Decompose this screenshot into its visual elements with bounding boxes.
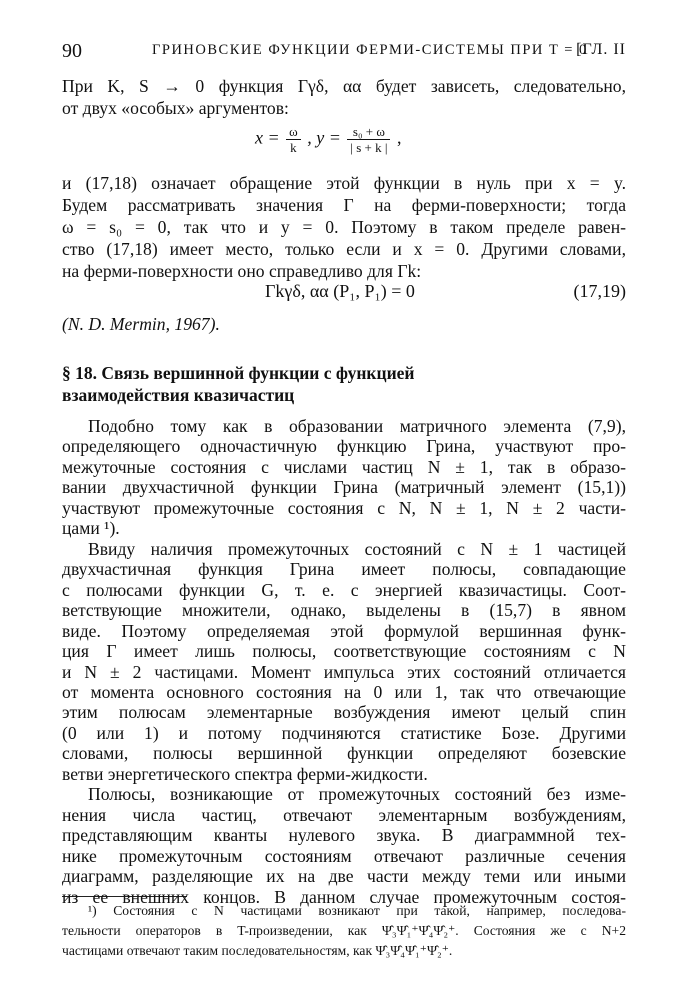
formula-x-lhs: x = <box>255 127 280 148</box>
footnote-line: ¹) Состояния с N частицами возникают при такой, например, последова- <box>88 903 626 918</box>
text-line: Подобно тому как в образовании матричного элемента (7,9), <box>88 416 626 436</box>
fraction-y-numerator: s₀ + ω <box>347 124 390 140</box>
text-line: нения числа частиц, отвечают элементарным возбуждениям, <box>62 804 626 825</box>
section-heading-line2: взаимодействия квазичастиц <box>62 385 295 405</box>
text-line: на ферми-поверхности оно справедливо для Γk: <box>62 261 422 281</box>
text-line: и N ± 2 частицами. Момент импульса этих состояний отличается <box>62 661 626 682</box>
chapter-marker: [ГЛ. II <box>576 41 626 58</box>
text-line: с полюсами функции G, т. е. с энергией квазичастицы. Соот- <box>62 579 626 600</box>
text-line: из ее внешних концов. В данном случае промежуточным состоя- <box>62 886 626 907</box>
text-line: вании двухчастичной функции Грина (матричный элемент (15,1)) <box>62 477 626 498</box>
fraction-x-numerator: ω <box>286 124 301 140</box>
formula-17-19: Γkγδ, αα (P₁, P₁) = 0 <box>265 281 415 301</box>
text-line: определяющего одночастичную функцию Грина, участвуют про- <box>62 436 626 457</box>
text-line: Ввиду наличия промежуточных состояний с N ± 1 частицей <box>88 538 626 559</box>
page-header <box>62 40 626 64</box>
text-line: ция Γ имеет лишь полюсы, соответствующие состояниям с N <box>62 641 626 662</box>
citation: (N. D. Mermin, 1967). <box>62 314 220 334</box>
text-line: от двух «особых» аргументов: <box>62 98 289 118</box>
text-line: представляющим кванты нулевого звука. В диаграммной тех- <box>62 825 626 846</box>
running-title: ГРИНОВСКИЕ ФУНКЦИИ ФЕРМИ-СИСТЕМЫ ПРИ T = 0 <box>152 42 588 58</box>
text-line: виде. Поэтому определяемая этой формулой вершинная функ- <box>62 620 626 641</box>
text-line: ство (17,18) имеет место, только если и x = 0. Другими словами, <box>62 239 626 259</box>
text-line: от момента основного состояния на 0 или 1, так что отвечающие <box>62 681 626 702</box>
text-line: участвуют промежуточные состояния с N, N ± 1, N ± 2 части- <box>62 497 626 518</box>
text-line: (0 или 1) и потому подчиняются статистике Бозе. Другими <box>62 722 626 743</box>
text-line: диаграмм, разделяющие их на две части между теми или иными <box>62 866 626 887</box>
text-line: ветствующие множители, однако, выделены в (15,7) в явном <box>62 600 626 621</box>
formula-tail: , <box>396 127 402 148</box>
fraction-x <box>286 124 301 155</box>
text-line: межуточные состояния с числами частиц N ± 1, так в образо- <box>62 456 626 477</box>
page-number: 90 <box>62 40 82 62</box>
fraction-x-denominator: k <box>290 140 297 155</box>
text-line: и (17,18) означает обращение этой функции в нуль при x = y. <box>62 173 626 193</box>
text-line: ω = s₀ = 0, так что и y = 0. Поэтому в таком пределе равен- <box>62 217 626 237</box>
text-line: цами ¹). <box>62 518 120 539</box>
text-line: Будем рассматривать значения Γ на ферми-поверхности; тогда <box>62 195 626 215</box>
text-line: нике промежуточным состояниям отвечают различные сечения <box>62 845 626 866</box>
text-line: ветви энергетического спектра ферми-жидкости. <box>62 763 428 784</box>
fraction-y-denominator: | s + k | <box>350 140 388 155</box>
footnote-line: тельности операторов в T-произведении, как Ψ̂₃Ψ̂₁⁺Ψ̂₄Ψ̂₂⁺. Состояния же с N+2 <box>62 923 626 938</box>
formula-xy <box>255 124 401 155</box>
equation-number: (17,19) <box>573 281 626 301</box>
formula-y-lhs: , y = <box>307 127 341 148</box>
footnote-line: частицами отвечают таким последовательностям, как Ψ̂₃Ψ̂₄Ψ̂₁⁺Ψ̂₂⁺. <box>62 943 453 958</box>
fraction-y <box>347 124 390 155</box>
text-line: двухчастичная функция Грина имеет полюсы, совпадающие <box>62 559 626 580</box>
text-line: этим полюсам элементарные возбуждения имеют целый спин <box>62 702 626 723</box>
text-line: При K, S → 0 функция Γγδ, αα будет зависеть, следовательно, <box>62 76 626 96</box>
text-line: словами, полюсы вершинной функции определяют бозевские <box>62 743 626 764</box>
text-line: Полюсы, возникающие от промежуточных состояний без изме- <box>88 784 626 805</box>
section-heading-line1: § 18. Связь вершинной функции с функцией <box>62 363 415 383</box>
